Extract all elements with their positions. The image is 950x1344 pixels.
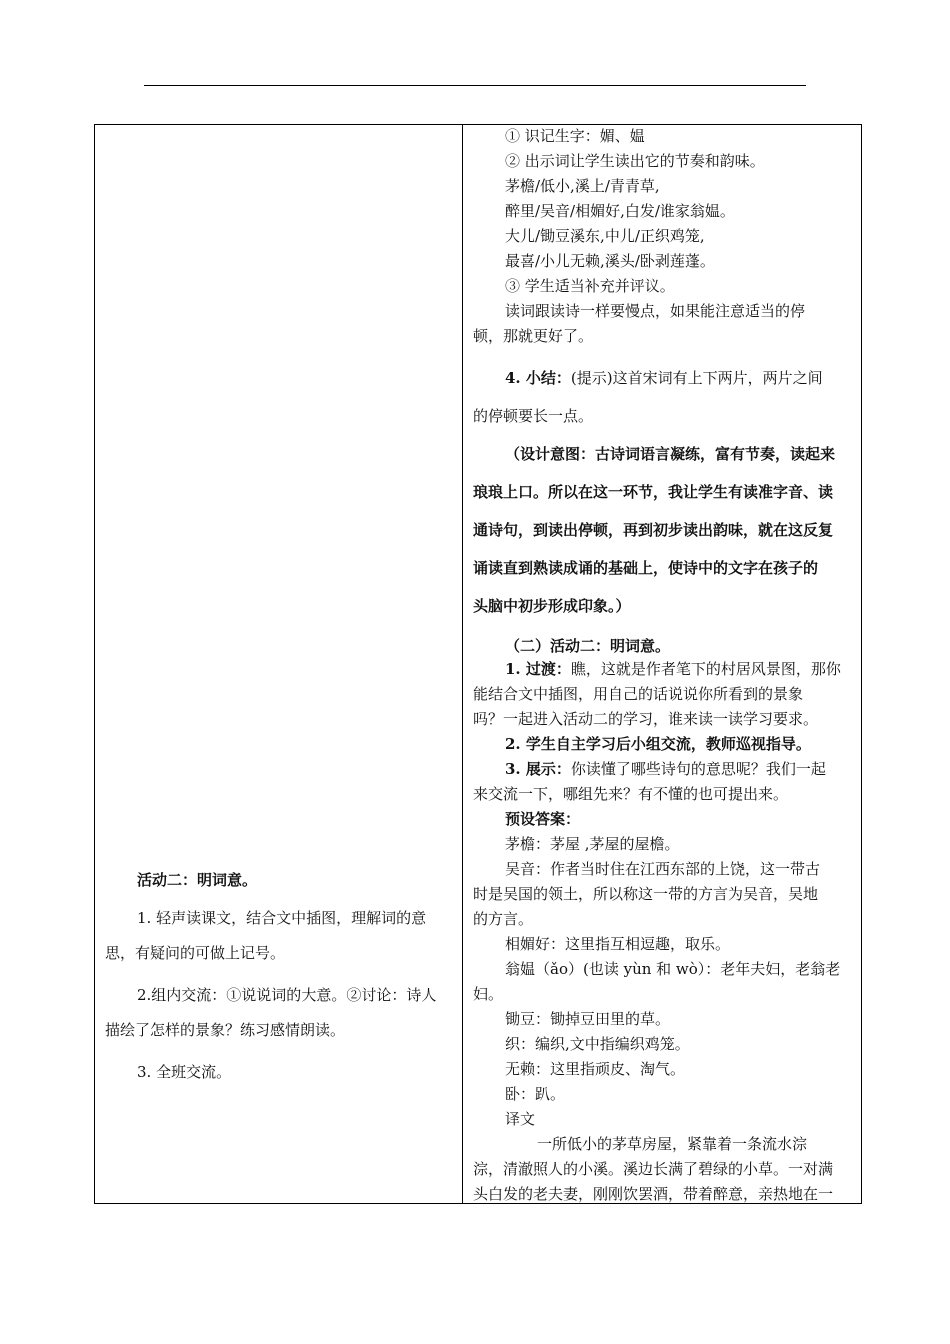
translation-line: 头白发的老夫妻，刚刚饮罢酒，带着醉意，亲热地在一 (473, 1185, 834, 1203)
gloss-line: 时是吴国的领土，所以称这一带的方言为吴音，吴地 (473, 885, 819, 903)
design-intent-line: 头脑中初步形成印象。） (473, 597, 631, 615)
text-line: 顿，那就更好了。 (473, 327, 594, 345)
summary-line (505, 367, 823, 388)
gloss-line: 卧：趴。 (505, 1085, 566, 1103)
text-line: ② 出示词让学生读出它的节奏和韵味。 (505, 152, 765, 170)
design-intent-line: （设计意图：古诗词语言凝练，富有节奏，读起来 (505, 445, 836, 463)
gloss-line: 茅檐：茅屋 ,茅屋的屋檐。 (505, 835, 680, 853)
translation-label: 译文 (505, 1110, 536, 1128)
text-line: 能结合文中插图，用自己的话说说你所看到的景象 (473, 685, 804, 703)
poem-line: 茅檐/低小,溪上/青青草, (505, 177, 660, 195)
group-study-line: 2. 学生自主学习后小组交流，教师巡视指导。 (505, 735, 811, 753)
gloss-line: 锄豆：锄掉豆田里的草。 (505, 1010, 671, 1028)
design-intent-line: 琅琅上口。所以在这一环节，我让学生有读准字音、读 (473, 483, 834, 501)
text-line: 读词跟读诗一样要慢点，如果能注意适当的停 (505, 302, 806, 320)
poem-line: 大儿/锄豆溪东,中儿/正织鸡笼, (505, 227, 705, 245)
gloss-line: 翁媪（ǎo）(也读 yùn 和 wò）：老年夫妇，老翁老 (505, 960, 841, 978)
text-line: 的停顿要长一点。 (473, 407, 594, 425)
transition-line (505, 658, 841, 679)
preset-answer-label: 预设答案： (505, 810, 581, 828)
translation-line: 淙，清澈照人的小溪。溪边长满了碧绿的小草。一对满 (473, 1160, 834, 1178)
design-intent-line: 诵读直到熟读成诵的基础上，使诗中的文字在孩子的 (473, 559, 819, 577)
summary-text: (提示)这首宋词有上下两片，两片之间 (570, 369, 823, 387)
activity-heading: 活动二：明词意。 (137, 871, 258, 889)
text-line: ③ 学生适当补充并评议。 (505, 277, 675, 295)
activity2-heading: （二）活动二：明词意。 (505, 637, 671, 655)
lesson-table (94, 124, 862, 1204)
design-intent-line: 通诗句，到读出停顿，再到初步读出韵味，就在这反复 (473, 521, 834, 539)
translation-line: 一所低小的茅草房屋，紧靠着一条流水淙 (537, 1135, 808, 1153)
transition-text: 瞧，这就是作者笔下的村居风景图，那你 (570, 660, 841, 678)
show-text: 你读懂了哪些诗句的意思呢？我们一起 (570, 760, 826, 778)
text-line: 吗？一起进入活动二的学习，谁来读一读学习要求。 (473, 710, 819, 728)
poem-line: 醉里/吴音/相媚好,白发/谁家翁媪。 (505, 202, 735, 220)
poem-line: 最喜/小儿无赖,溪头/卧剥莲蓬。 (505, 252, 715, 270)
gloss-line: 吴音：作者当时住在江西东部的上饶，这一带古 (505, 860, 821, 878)
summary-label: 4. 小结： (505, 369, 571, 387)
step1-line2: 思，有疑问的可做上记号。 (105, 944, 286, 962)
gloss-line: 相媚好：这里指互相逗趣，取乐。 (505, 935, 731, 953)
gloss-line: 无赖：这里指顽皮、淘气。 (505, 1060, 686, 1078)
step3: 3. 全班交流。 (137, 1063, 232, 1081)
transition-label: 1. 过渡： (505, 660, 571, 678)
gloss-line: 织：编织,文中指编织鸡笼。 (505, 1035, 690, 1053)
step1-line1: 1. 轻声读课文，结合文中插图，理解词的意 (137, 909, 427, 927)
left-column (95, 125, 462, 1203)
gloss-line: 妇。 (473, 985, 504, 1003)
header-rule (144, 85, 806, 86)
gloss-line: 的方言。 (473, 910, 534, 928)
text-line: 来交流一下，哪组先来？有不懂的也可提出来。 (473, 785, 789, 803)
show-line (505, 758, 826, 779)
step2-line1: 2.组内交流：①说说词的大意。②讨论：诗人 (137, 986, 437, 1004)
step2-line2: 描绘了怎样的景象？练习感情朗读。 (105, 1021, 346, 1039)
text-line: ① 识记生字：媚、媪 (505, 127, 645, 145)
right-column (463, 125, 861, 1203)
show-label: 3. 展示： (505, 760, 571, 778)
